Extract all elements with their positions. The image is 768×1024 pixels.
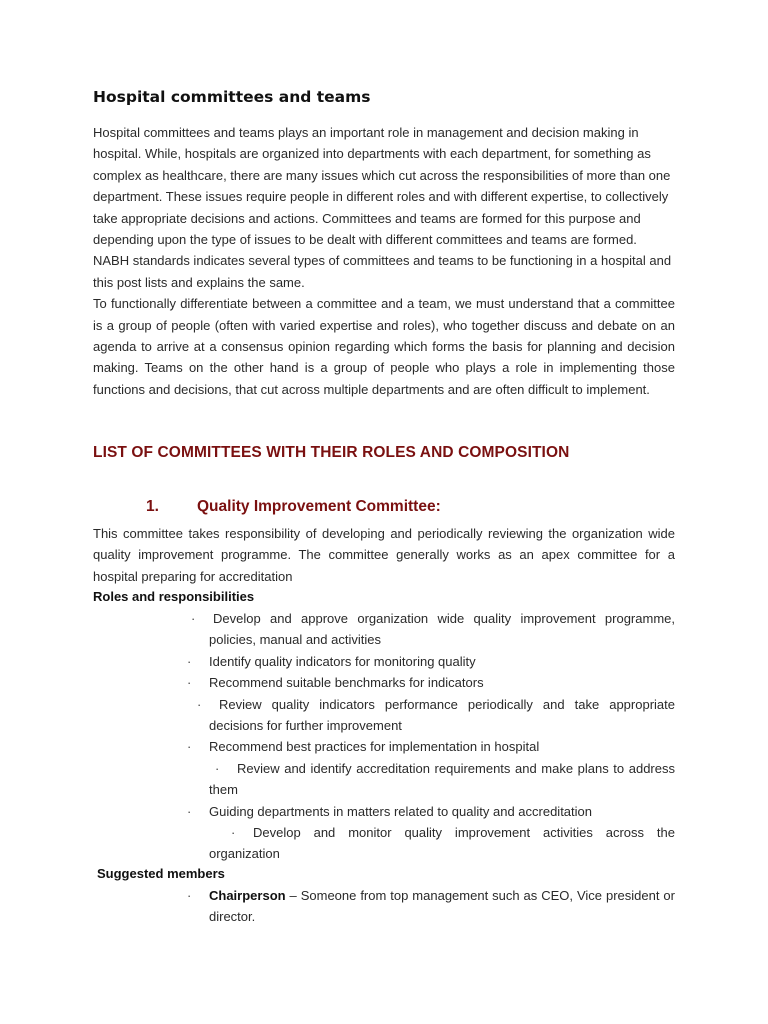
intro-paragraph: To functionally differentiate between a committee and a team, we must understand that a committee is a group of people (often with varied expertise and roles), who together discuss and debate on an agenda to arrive at a consensus opinion regarding which forms the basis for planning and decision making. Teams on the other hand is a group of people who plays a role in implementing those functions and decisions, that cut across multiple departments and are often difficult to implement. bbox=[93, 296, 675, 397]
list-item bbox=[93, 822, 675, 865]
committee-heading bbox=[146, 498, 441, 516]
role-text: Review quality indicators performance periodically and take appropriate decisions for further improvement bbox=[209, 696, 675, 734]
bullet-icon: · bbox=[191, 611, 196, 626]
role-text: Review and identify accreditation requirements and make plans to address them bbox=[209, 760, 675, 798]
list-item bbox=[93, 758, 675, 801]
roles-heading: Roles and responsibilities bbox=[93, 589, 255, 604]
roles-list bbox=[93, 608, 675, 865]
role-text: Recommend suitable benchmarks for indicators bbox=[209, 675, 484, 691]
bullet-icon: · bbox=[231, 825, 236, 841]
list-item bbox=[93, 885, 675, 928]
bullet-icon: · bbox=[215, 760, 220, 776]
bullet-icon: · bbox=[187, 739, 192, 755]
members-heading: Suggested members bbox=[97, 866, 225, 881]
committees-list-heading: LIST OF COMMITTEES WITH THEIR ROLES AND COMPOSITION bbox=[93, 444, 570, 461]
committee-description: This committee takes responsibility of developing and periodically reviewing the organization wide quality improvement programme. The committee generally works as an apex committee for a hospital preparing for accreditation bbox=[93, 526, 675, 584]
bullet-icon: · bbox=[197, 696, 202, 712]
committee-number: 1. bbox=[146, 498, 159, 515]
bullet-icon: · bbox=[187, 888, 192, 903]
role-text: Develop and approve organization wide quality improvement programme, policies, manual and activities bbox=[209, 611, 675, 648]
list-item bbox=[93, 608, 675, 651]
intro-paragraph: Hospital committees and teams plays an important role in management and decision making in hospital. While, hospitals are organized into departments with each department, for something as complex as healthcare, there are many issues which cut across the responsibilities of more than one department. These issues require people in different roles and with different expertise, to collectively take appropriate decisions and actions. Committees and teams are formed for this purpose and depending upon the type of issues to be dealt with different committees and teams are formed. NABH standards indicates several types of committees and teams to be functioning in a hospital and this post lists and explains the same. bbox=[93, 125, 672, 290]
member-role: Chairperson bbox=[209, 888, 286, 903]
list-item bbox=[93, 672, 675, 693]
committee-name: Quality Improvement Committee: bbox=[197, 498, 441, 515]
member-description: – Someone from top management such as CEO, Vice president or director. bbox=[209, 888, 675, 925]
list-item bbox=[93, 651, 675, 672]
bullet-icon: · bbox=[187, 675, 192, 691]
bullet-icon: · bbox=[187, 803, 192, 819]
bullet-icon: · bbox=[187, 653, 192, 669]
role-text: Recommend best practices for implementation in hospital bbox=[209, 739, 540, 755]
role-text: Develop and monitor quality improvement activities across the organization bbox=[209, 825, 675, 862]
list-item bbox=[93, 736, 675, 757]
intro-section bbox=[93, 122, 675, 400]
role-text: Guiding departments in matters related to quality and accreditation bbox=[209, 803, 592, 819]
list-item bbox=[93, 694, 675, 737]
list-item bbox=[93, 801, 675, 822]
document-title: Hospital committees and teams bbox=[93, 88, 371, 106]
role-text: Identify quality indicators for monitoring quality bbox=[209, 653, 476, 669]
members-list bbox=[93, 885, 675, 928]
